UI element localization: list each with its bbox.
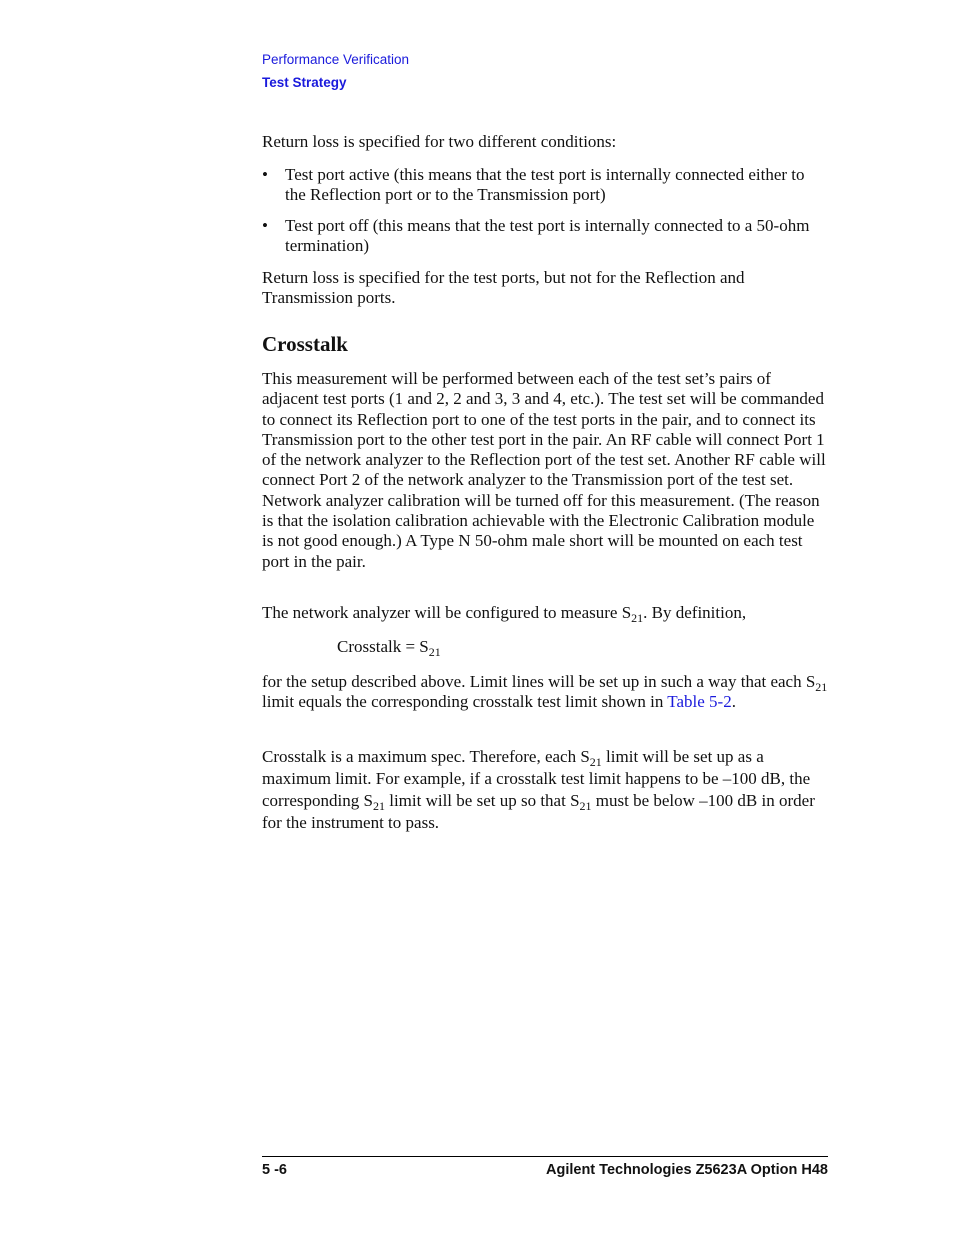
intro-text: Return loss is specified for two different conditions: — [262, 132, 617, 151]
subscript: 21 — [631, 611, 644, 625]
section-heading-block — [262, 332, 828, 356]
max-text: Crosstalk is a maximum spec. Therefore, each S — [262, 747, 590, 766]
page-number: 5 -6 — [262, 1162, 287, 1178]
max-text-3: limit will be set up so that S — [384, 791, 580, 810]
bullet-dot: • — [262, 165, 268, 184]
bullet-text: Test port active (this means that the test port is internally connected either to the Reflection port or to the Transmission port) — [285, 165, 805, 205]
return-loss-text: Return loss is specified for the test ports, but not for the Reflection and Transmission ports. — [262, 268, 745, 308]
crosstalk-text: This measurement will be performed between each of the test set’s pairs of adjacent test ports (1 and 2, 2 and 3, 3 and 4, etc.). The test set will be commanded to connect its Reflection port to one of the test ports in the pair, and to connect its Transmission port to the other test port in the pair. An RF cable will connect Port 1 of the network analyzer to the Reflection port of the test set. Another RF cable will connect Port 2 of the network analyzer to the Transmission port of the test set. Network analyzer calibration will be turned off for this measurement. (The reason is that the isolation calibration achievable with the Electronic Calibration module is not good enough.) A Type N 50-ohm male short will be mounted on each test port in the pair. — [262, 369, 826, 571]
footer-product: Agilent Technologies Z5623A Option H48 — [546, 1162, 828, 1178]
maximum-paragraph — [262, 746, 828, 834]
measure-text-end: . By definition, — [643, 603, 747, 622]
footer-rule — [262, 1156, 828, 1157]
subscript: 21 — [589, 755, 602, 769]
return-loss-note — [262, 268, 828, 309]
limit-text-2: limit equals the corresponding crosstalk test limit shown in — [262, 692, 668, 712]
limit-text: for the setup described above. Limit lines will be set up in such a way that each S — [262, 672, 816, 691]
bullet-text: Test port off (this means that the test port is internally connected to a 50-ohm termination) — [285, 216, 810, 256]
crosstalk-paragraph — [262, 369, 828, 572]
bullet-item-1 — [262, 165, 828, 206]
measure-paragraph — [262, 603, 828, 623]
limit-paragraph — [262, 672, 828, 713]
subscript: 21 — [815, 680, 828, 694]
limit-text-end: . — [731, 692, 736, 712]
max-text-2: limit will be set up as a maximum limit. For example, if a crosstalk test limit happens to be –100 dB, the corresponding S — [262, 747, 811, 810]
subscript: 21 — [428, 645, 441, 659]
subscript: 21 — [372, 799, 385, 813]
max-text-4: must be below –100 dB in order for the instrument to pass. — [262, 791, 815, 832]
table-link[interactable]: Table 5-2 — [667, 692, 732, 712]
running-header-chapter: Performance Verification — [262, 52, 410, 67]
crosstalk-equation — [337, 637, 637, 657]
bullet-dot: • — [262, 216, 268, 235]
measure-text: The network analyzer will be configured to measure S — [262, 603, 632, 622]
bullet-item-2 — [262, 216, 828, 257]
subscript: 21 — [579, 799, 592, 813]
section-heading: Crosstalk — [262, 332, 348, 356]
equation-text: Crosstalk = S — [337, 637, 429, 656]
running-header-section: Test Strategy — [262, 75, 347, 90]
intro-paragraph — [262, 132, 828, 152]
